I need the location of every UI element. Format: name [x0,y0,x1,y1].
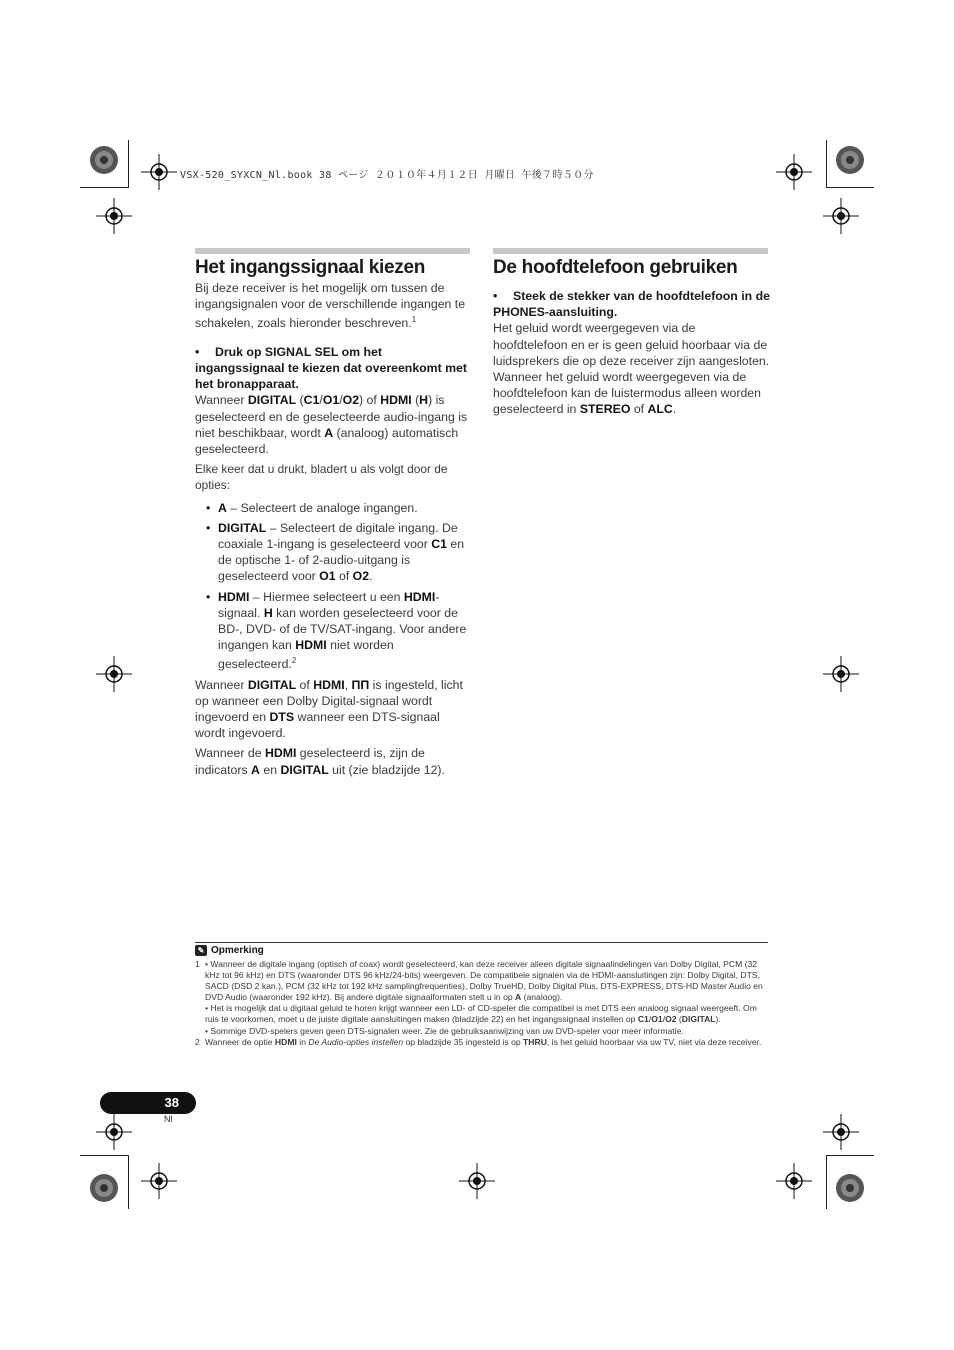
section-rule [195,248,470,254]
starburst-mark-icon [88,144,120,176]
section-title: De hoofdtelefoon gebruiken [493,257,738,278]
registration-mark-icon [141,154,177,190]
step-instruction: • Steek de stekker van de hoofdtelefoon in de PHONES-aansluiting. [493,289,770,320]
starburst-mark-icon [88,1172,120,1204]
crop-mark [80,1155,128,1156]
language-label: Nl [164,1114,173,1124]
crop-mark [826,1155,827,1209]
registration-mark-icon [96,198,132,234]
paragraph: Wanneer DIGITAL of HDMI, ΠΠ is ingesteld, licht op wanneer een Dolby Digital-signaal wordt ingevoerd en DTS wanneer een DTS-signaal wordt ingevoerd. [195,677,463,741]
dolby-indicator-icon: ΠΠ [351,677,370,692]
registration-mark-icon [776,154,812,190]
registration-mark-icon [459,1163,495,1199]
book-info-header: VSX-520_SYXCN_Nl.book 38 ページ ２０１０年４月１２日 月曜日 午後７時５０分 [180,170,594,181]
paragraph: Wanneer DIGITAL (C1/O1/O2) of HDMI (H) is geselecteerd en de geselecteerde audio-ingang is niet beschikbaar, wordt A (analoog) automatisch geselecteerd. [195,393,468,456]
intro-paragraph: Bij deze receiver is het mogelijk om tussen de ingangsignalen voor de verschillende ingangen te schakelen, zoals hieronder beschreven.$^1$ [195,281,466,331]
crop-mark [826,140,827,188]
page-number-tab [100,1092,196,1114]
page-number: 38 [164,1095,179,1110]
crop-mark [128,1155,129,1209]
paragraph: Wanneer de HDMI geselecteerd is, zijn de indicators A en DIGITAL uit (zie bladzijde 12). [195,746,445,777]
list-item: • HDMI – Hiermee selecteert u een HDMI-signaal. H kan worden geselecteerd voor de BD-, DVD- of de TV/SAT-ingang. Voor andere ingangen kan HDMI niet worden geselecteerd.$^2$ [218,589,473,673]
footnote-ref: 2 [291,656,297,666]
registration-mark-icon [823,1114,859,1150]
footnotes [195,959,770,1048]
registration-mark-icon [96,656,132,692]
crop-mark [826,187,874,188]
list-item: • A – Selecteert de analoge ingangen. [218,500,473,516]
crop-mark [826,1155,874,1156]
footnote-2: 2 Wanneer de optie HDMI in De Audio-opties instellen op bladzijde 35 ingesteld is op THRU, is het geluid hoorbaar via uw TV, niet via deze receiver. [195,1036,762,1047]
footnote-1: 1 • Wanneer de digitale ingang (optisch of coax) wordt geselecteerd, kan deze receiver alleen digitale signaalindelingen van Dolby Digital, PCM (32 kHz tot 96 kHz) en DTS (waaronder DTS 96 kHz/24-bits) weergeven. De compatibele signalen via de HDMI-aansluitingen zijn: Dolby Digital, DTS, SACD (DSD 2 kan.), PCM (32 kHz tot 192 kHz samplingfrequenties), Dolby TrueHD, Dolby Digital Plus, DTS-EXPRESS, DTS-HD Master Audio en DVD Audio (waaronder 192 kHz). Bij andere digitale signaalformaten stelt u in op A (analoog). • Het is mogelijk dat u digitaal geluid te horen krijgt wanneer een LD- of CD-speler die compatibel is met DTS een analoog signaal weergeeft. Om ruis te voorkomen, moet u de juiste digitale aansluitingen maken (bladzijde 22) en het ingangssignaal instellen op C1/O1/O2 (DIGITAL). • Sommige DVD-spelers geven geen DTS-signalen weer. Zie de gebruiksaanwijzing van uw DVD-speler voor meer informatie. [195,959,763,1036]
options-list [195,500,473,673]
footnote-ref: 1 [411,315,417,325]
section-rule [493,248,768,254]
right-column [493,288,771,422]
starburst-mark-icon [834,144,866,176]
registration-mark-icon [141,1163,177,1199]
notes-heading: ✎ Opmerking [195,945,264,956]
paragraph: Het geluid wordt weergegeven via de hoofdtelefoon en er is geen geluid hoorbaar via de luidsprekers die op deze receiver zijn aangesloten. Wanneer het geluid wordt weergegeven via de hoofdtelefoon kan de luistermodus alleen worden geselecteerd in STEREO of ALC. [493,321,770,417]
step-instruction: • Druk op SIGNAL SEL om het ingangssignaal te kiezen dat overeenkomt met het bronapparaat. [195,344,467,392]
starburst-mark-icon [834,1172,866,1204]
registration-mark-icon [823,198,859,234]
paragraph: Elke keer dat u drukt, bladert u als volgt door de opties: [195,462,448,493]
note-pencil-icon: ✎ [195,945,207,956]
registration-mark-icon [96,1114,132,1150]
notes-divider [195,942,768,943]
section-title: Het ingangssignaal kiezen [195,257,426,278]
list-item: • DIGITAL – Selecteert de digitale ingang. De coaxiale 1-ingang is geselecteerd voor C1 en de optische 1- of 2-audio-uitgang is geselecteerd voor O1 of O2. [218,520,473,585]
registration-mark-icon [776,1163,812,1199]
crop-mark [128,140,129,188]
registration-mark-icon [823,656,859,692]
left-column [195,280,473,782]
crop-mark [80,187,128,188]
